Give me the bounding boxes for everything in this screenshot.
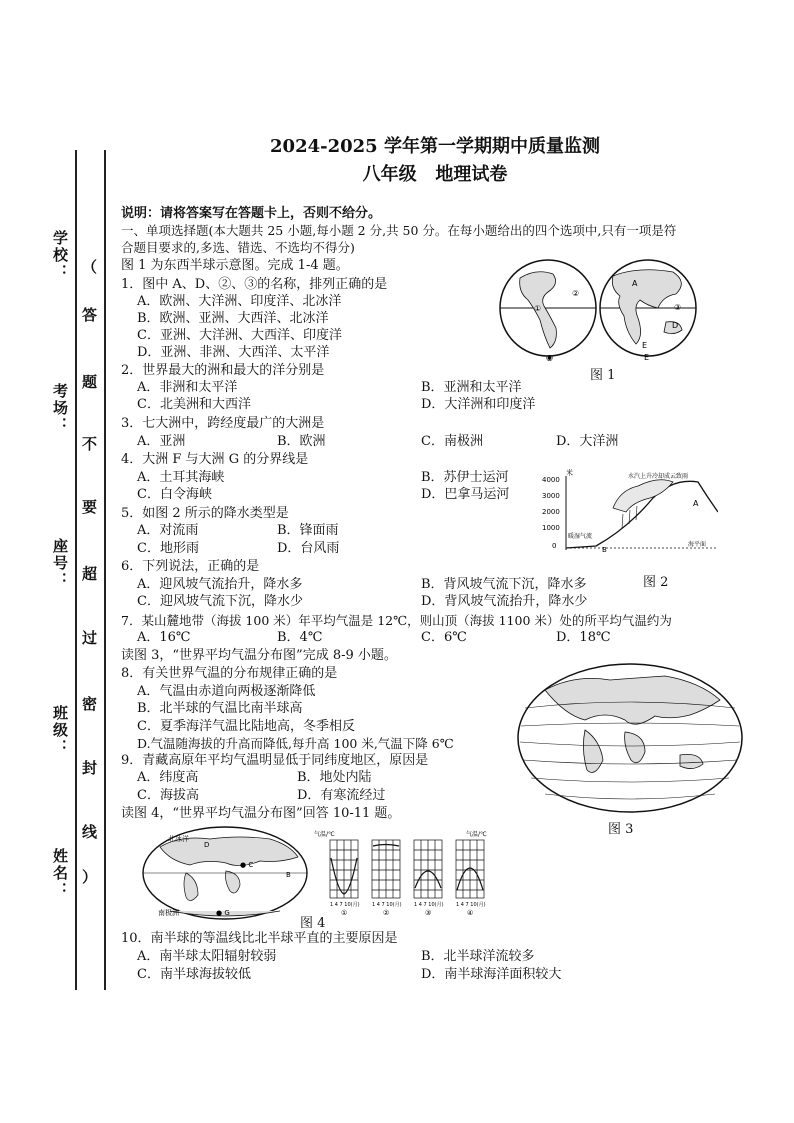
option: A．对流雨 <box>137 523 199 538</box>
option: D．台风雨 <box>277 541 340 556</box>
option: A．16℃ <box>137 630 191 645</box>
option: A．气温由赤道向两极逐渐降低 <box>137 684 316 699</box>
exam-title: 2024-2025 学年第一学期期中质量监测 <box>270 136 600 157</box>
option: D．亚洲、非洲、大西洋、太平洋 <box>137 345 330 360</box>
seal-char: 封 <box>82 759 98 777</box>
month-axis: 1 4 7 10(月) <box>414 902 444 908</box>
svg-text:◉: ◉ <box>546 353 553 362</box>
point-b: B <box>602 546 607 554</box>
chart-number: ② <box>383 909 390 916</box>
question-stem: 8．有关世界气温的分布规律正确的是 <box>121 666 338 681</box>
question-stem: 2．世界最大的洲和最大的洋分别是 <box>121 363 325 378</box>
option: B．亚洲和太平洋 <box>421 380 522 395</box>
svg-text:E: E <box>642 341 648 350</box>
option: A．欧洲、大洋洲、印度洋、北冰洋 <box>137 294 342 309</box>
y-axis-left: 气温/℃ <box>314 831 335 838</box>
seal-char: ） <box>82 868 98 886</box>
seat-label: 座号： <box>51 538 69 589</box>
option: A．土耳其海峡 <box>137 470 225 485</box>
option: C．白令海峡 <box>137 487 212 502</box>
option: C．夏季海洋气温比陆地高，冬季相反 <box>137 719 355 734</box>
option: A．纬度高 <box>137 770 199 785</box>
option: B．4℃ <box>277 630 323 645</box>
figure-1-hemispheres <box>498 256 698 362</box>
arctic-label: 北冰洋 <box>168 835 189 843</box>
option: C．南极洲 <box>421 434 483 449</box>
seal-char: 要 <box>82 498 98 516</box>
seal-char: （ <box>82 258 98 276</box>
option: B．欧洲 <box>277 434 326 449</box>
option: C．亚洲、大洋洲、大西洋、印度洋 <box>137 328 342 343</box>
option: A．非洲和太平洋 <box>137 380 238 395</box>
wet-air-label: 暖湿气流 <box>568 533 593 540</box>
option: C．南半球海拔较低 <box>137 967 251 982</box>
figure-4-caption: 图 4 <box>300 916 326 931</box>
seal-char: 答 <box>82 306 98 324</box>
svg-text:● G: ● G <box>216 909 230 917</box>
class-label: 班级： <box>51 705 69 756</box>
svg-text:D: D <box>672 321 679 330</box>
tick: 3000 <box>542 492 560 500</box>
seal-char: 不 <box>82 435 98 453</box>
point-a: A <box>693 499 699 508</box>
option: C．海拔高 <box>137 788 199 803</box>
tick: 1000 <box>542 524 560 532</box>
svg-text:E: E <box>644 353 650 362</box>
question-stem: 4．大洲 F 与大洲 G 的分界线是 <box>121 452 309 467</box>
svg-text:D: D <box>204 841 210 849</box>
figure-2-caption: 图 2 <box>643 575 669 590</box>
lead-text: 读图 3，“世界平均气温分布图”完成 8-9 小题。 <box>121 648 397 663</box>
y-unit: 米 <box>566 469 573 477</box>
option: A．亚洲 <box>137 434 186 449</box>
question-stem: 3．七大洲中，跨经度最广的大洲是 <box>121 416 325 431</box>
section-heading-cont: 合题目要求的,多选、错选、不选均不得分) <box>121 240 355 255</box>
option: B．北半球洋流较多 <box>421 949 535 964</box>
option: B．苏伊士运河 <box>421 470 509 485</box>
name-label: 姓名： <box>51 848 69 899</box>
option: D．背风坡气流抬升，降水少 <box>421 594 588 609</box>
sea-level-label: 海平面 <box>688 541 707 548</box>
instruction-note: 说明：请将答案写在答题卡上，否则不给分。 <box>121 206 382 221</box>
option: A．南半球太阳辐射较弱 <box>137 949 277 964</box>
option: D.气温随海拔的升高而降低,每升高 100 米,气温下降 6℃ <box>137 736 454 751</box>
svg-text:A: A <box>632 279 638 288</box>
tick: 4000 <box>542 476 560 484</box>
tick: 0 <box>552 542 557 550</box>
question-stem: 10．南半球的等温线比北半球平直的主要原因是 <box>121 931 398 946</box>
option: C．迎风坡气流下沉，降水少 <box>137 594 303 609</box>
exam-subtitle: 八年级 地理试卷 <box>362 164 508 185</box>
svg-text:②: ② <box>572 289 580 298</box>
option: C．6℃ <box>421 630 467 645</box>
option: D．大洋洲 <box>556 434 619 449</box>
option: D．有寒流经过 <box>297 788 386 803</box>
chart-number: ③ <box>425 909 432 916</box>
cloud-label: 水汽上升冷却成云致雨 <box>628 473 689 480</box>
lead-text: 图 1 为东西半球示意图。完成 1-4 题。 <box>121 258 349 273</box>
section-heading: 一、单项选择题(本大题共 25 小题,每小题 2 分,共 50 分。在每小题给出的四个选项中,只有一项是符 <box>121 223 677 238</box>
option: D．南半球海洋面积较大 <box>421 967 562 982</box>
option: B．北半球的气温比南半球高 <box>137 701 303 716</box>
room-label: 考场： <box>51 383 69 434</box>
option: C．地形雨 <box>137 541 199 556</box>
seal-char: 题 <box>82 373 98 391</box>
month-axis: 1 4 7 10(月) <box>372 902 402 908</box>
question-stem: 1．图中 A、D、②、③的名称，排列正确的是 <box>121 277 388 292</box>
month-axis: 1 4 7 10(月) <box>330 902 360 908</box>
option: A．迎风坡气流抬升，降水多 <box>137 577 303 592</box>
question-stem: 5．如图 2 所示的降水类型是 <box>121 506 289 521</box>
figure-2-orographic-rain <box>538 468 718 563</box>
figure-4-world-map <box>140 825 310 925</box>
option: B．欧洲、亚洲、大西洋、北冰洋 <box>137 311 329 326</box>
option: D．大洋洲和印度洋 <box>421 397 536 412</box>
svg-text:● C: ● C <box>240 861 254 869</box>
question-stem: 7．某山麓地带（海拔 100 米）年平均气温是 12℃，则山顶（海拔 1100 米）处的所平均气温约为 <box>121 613 672 628</box>
svg-text:①: ① <box>534 304 542 313</box>
binding-line-inner <box>104 150 106 990</box>
option: B．地处内陆 <box>297 770 372 785</box>
figure-4-climate-charts <box>314 828 494 916</box>
school-label: 学校： <box>51 230 69 281</box>
svg-text:③: ③ <box>674 303 682 312</box>
option: B．锋面雨 <box>277 523 339 538</box>
option: C．北美洲和大西洋 <box>137 397 251 412</box>
option: D．18℃ <box>556 630 611 645</box>
seal-char: 线 <box>82 823 98 841</box>
svg-text:B: B <box>286 871 291 879</box>
seal-char: 密 <box>82 695 98 713</box>
month-axis: 1 4 7 10(月) <box>456 902 486 908</box>
seal-char: 过 <box>82 629 98 647</box>
option: D．巴拿马运河 <box>421 487 510 502</box>
lead-text: 读图 4，“世界平均气温分布图”回答 10-11 题。 <box>121 806 401 821</box>
question-stem: 9．青藏高原年平均气温明显低于同纬度地区，原因是 <box>121 753 429 768</box>
antarctica-label: 南极洲 <box>158 909 179 917</box>
figure-3-world-temperature-map <box>515 660 745 815</box>
tick: 2000 <box>542 508 560 516</box>
binding-line-outer <box>75 150 77 990</box>
option: B．背风坡气流下沉，降水多 <box>421 577 587 592</box>
chart-number: ① <box>341 909 348 916</box>
question-stem: 6．下列说法，正确的是 <box>121 559 260 574</box>
y-axis-right: 气温/℃ <box>466 831 487 838</box>
figure-3-caption: 图 3 <box>608 822 634 837</box>
chart-number: ④ <box>467 909 474 916</box>
seal-char: 超 <box>82 565 98 583</box>
figure-1-caption: 图 1 <box>590 368 616 383</box>
